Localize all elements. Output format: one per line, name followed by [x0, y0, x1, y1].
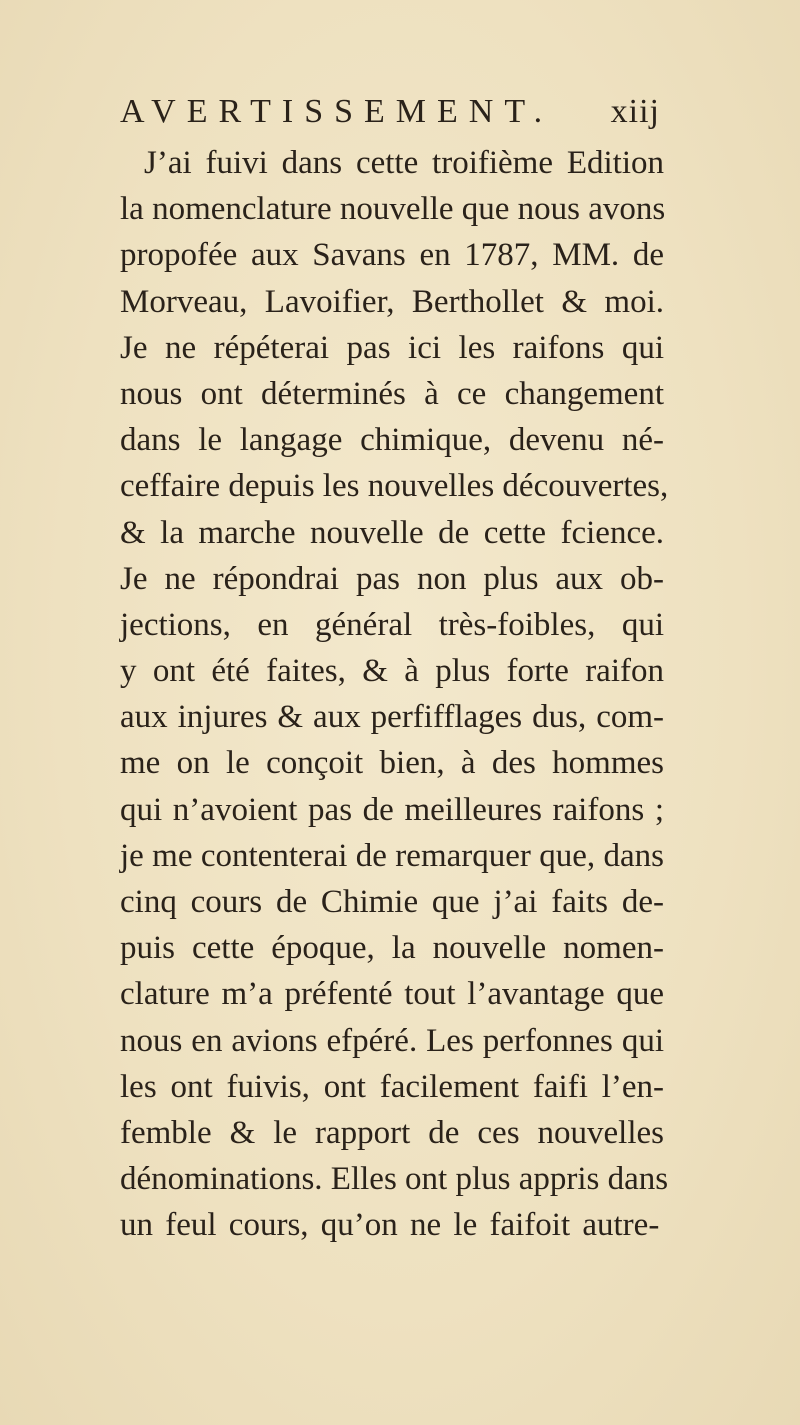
text-line: nous ont déterminés à ce changement	[120, 375, 664, 412]
text-line: la nomenclature nouvelle que nous avons	[120, 191, 666, 228]
text-line: aux injures & aux perfifflages dus, com-	[120, 699, 664, 736]
page-number: xiij	[610, 93, 660, 130]
text-line: femble & le rapport de ces nouvelles	[120, 1114, 664, 1151]
running-title: AVERTISSEMENT.	[120, 93, 554, 130]
text-line: propofée aux Savans en 1787, MM. de	[120, 237, 664, 274]
text-line: Morveau, Lavoifier, Berthollet & moi.	[120, 283, 664, 320]
body-text	[120, 140, 669, 1249]
text-line: dans le langage chimique, devenu né-	[120, 422, 664, 459]
text-line: y ont été faites, & à plus forte raifon	[120, 653, 664, 690]
text-line: dénominations. Elles ont plus appris dans	[120, 1161, 669, 1198]
text-line: jections, en général très-foibles, qui	[120, 606, 664, 643]
text-line: qui n’avoient pas de meilleures raifons ;	[120, 791, 664, 828]
text-line: & la marche nouvelle de cette fcience.	[120, 514, 664, 551]
text-line: cinq cours de Chimie que j’ai faits de-	[120, 884, 664, 920]
text-line: ceffaire depuis les nouvelles découvertes,	[120, 468, 669, 505]
page-header	[120, 82, 660, 142]
text-line: nous en avions efpéré. Les perfonnes qui	[120, 1022, 664, 1059]
text-line: Je ne répondrai pas non plus aux ob-	[120, 560, 664, 597]
text-line: J’ai fuivi dans cette troifième Edition	[144, 145, 664, 181]
text-line: puis cette époque, la nouvelle nomen-	[120, 930, 664, 967]
text-line: les ont fuivis, ont facilement faifi l’en-	[120, 1068, 664, 1105]
text-line: je me contenterai de remarquer que, dans	[120, 837, 664, 874]
text-line: me on le conçoit bien, à des hommes	[120, 745, 664, 782]
text-line: clature m’a préfenté tout l’avantage que	[120, 976, 664, 1013]
text-line: Je ne répéterai pas ici les raifons qui	[120, 329, 664, 366]
text-line: un feul cours, qu’on ne le faifoit autre-	[120, 1207, 660, 1244]
